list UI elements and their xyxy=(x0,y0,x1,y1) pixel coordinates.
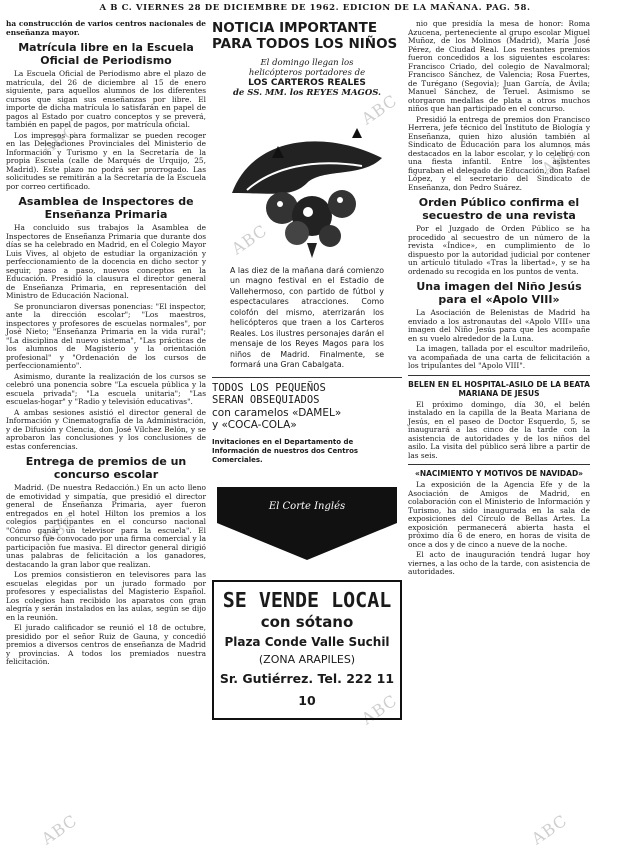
column-ads xyxy=(212,20,402,720)
ad-line: de SS. MM. los REYES MAGOS. xyxy=(232,88,382,98)
column-left xyxy=(6,20,206,669)
headline-matricula: Matrícula libre en la Escuela Oficial de Periodismo xyxy=(18,41,194,67)
ad-body: A las diez de la mañana dará comienzo un magno festival en el Estadio de Vallehermoso, con partido de fútbol y espectaculares atracciones. Como colofón del mismo, aterrizarán los helicópteros que traen a los Carteros Reales. Los ilustres personajes darán el mensaje de los Reyes Magos para los niños de Madrid. Finalmente, se formará una Gran Cabalgata. xyxy=(230,265,385,369)
headline-belen: BELEN EN EL HOSPITAL-ASILO DE LA BEATA MARIANA DE JESUS xyxy=(408,379,590,398)
ad-promo: con caramelos «DAMEL» xyxy=(212,406,342,419)
abc-watermark: ABC xyxy=(538,140,581,179)
abc-watermark: ABC xyxy=(358,90,401,129)
column-right xyxy=(408,20,590,579)
headline-apolo: Una imagen del Niño Jesús para el «Apolo VIII» xyxy=(416,280,582,306)
text-paragraph: Se pronunciaron diversas ponencias: "El inspector, ante la dirección escolar"; "Los maestros, inspectores y profesores de escuelas normales", por José Nieto; "Enseñanza Primaria en la vida rural"; "La disciplina del nuevo sistema", "Las prácticas de los alumnos de Magisterio y la orientación profesional" y "Ordenación de los cursos de perfeccionamiento". xyxy=(6,301,206,370)
ad-line: helicópteros portadores de xyxy=(248,68,366,78)
ad-title: NOTICIA IMPORTANTE PARA TODOS LOS NIÑOS xyxy=(212,20,398,52)
pennant-text: El Corte Inglés xyxy=(268,500,346,512)
headline-premios: Entrega de premios de un concurso escolar xyxy=(25,455,187,481)
text-paragraph: Los premios consistieron en televisores para las escuelas elegidas por un jurado formado por profesores y especialistas del Magisterio Español. Los colegios han recibido los aparatos con gran alegría y serán instalados en las aulas, según se dijo en la reunión. xyxy=(6,570,206,622)
abc-watermark: ABC xyxy=(38,810,81,849)
text-paragraph: La imagen, tallada por el escultor madrileño, va acompañada de una carta de felicitación a los tripulantes del "Apolo VIII". xyxy=(408,344,590,370)
ad-promo: TODOS LOS PEQUEÑOS xyxy=(212,381,326,394)
ad-promo: y «COCA-COLA» xyxy=(212,419,297,431)
page-header: A B C. VIERNES 28 DE DICIEMBRE DE 1962. EDICION DE LA MAÑANA. PAG. 58. xyxy=(99,3,531,13)
headline-nacimiento: «NACIMIENTO Y MOTIVOS DE NAVIDAD» xyxy=(414,469,584,478)
text-paragraph: La exposición de la Agencia Efe y de la Asociación de Amigos de Madrid, en colaboración con el Ministerio de Información y Turismo, ha sido inaugurada en la sala de exposiciones del Círculo de Bellas Artes. La exposición permanecerá abierta hasta el próximo día 6 de enero, en horas de visita de once a dos y de cinco a nueve de la noche. xyxy=(408,480,590,549)
text-paragraph: A ambas sesiones asistió el director general de Información y Cinematografía de la Administración, y de Difusión y Ciencia, don José Vílchez Belón, y se aprobaron las conclusiones y los conclusiones de estas conferencias. xyxy=(6,407,206,451)
text-paragraph: Asimismo, durante la realización de los cursos se celebró una ponencia sobre "La escuela pública y la escuela privada"; "La escuela unitaria"; "Las escuelas-hogar" y "Radio y televisión educativas". xyxy=(6,371,206,406)
text-paragraph: La Asociación de Belenistas de Madrid ha enviado a los astronautas del «Apolo VIII» una imagen del Niño Jesús para que les acompañe en su vuelo alrededor de la Luna. xyxy=(408,308,590,343)
headline-asamblea: Asamblea de Inspectores de Enseñanza Primaria xyxy=(18,195,194,221)
text-paragraph: ha construcción de varios centros nacionales de enseñanza mayor. xyxy=(6,19,206,37)
ad-line: LOS CARTEROS REALES xyxy=(248,78,366,88)
ad-invitations: Invitaciones en el Departamento de Información de nuestros dos Centros Comerciales. xyxy=(212,437,359,464)
abc-watermark: ABC xyxy=(528,810,571,849)
text-paragraph: Ha concluido sus trabajos la Asamblea de Inspectores de Enseñanza Primaria que durante dos días se ha celebrado en Madrid, en el Colegio Mayor Luis Vives, al objeto de estudiar la organización y perfeccionamiento de la docencia en dicho sector y seguir, paso a paso, nuevos conceptos en la Educación. Presidió la clausura el director general de Enseñanza Primaria, en representación del Ministro de Educación Nacional. xyxy=(6,223,206,300)
sale-line: Plaza Conde Valle Suchil xyxy=(224,634,390,649)
ad-promo: SERAN OBSEQUIADOS xyxy=(212,394,320,406)
pennant-shape xyxy=(212,475,402,565)
text-paragraph: Presidió la entrega de premios don Francisco Herrera, jefe técnico del Instituto de Biología y Enseñanza, quien hizo alusión también al Sindicato de Educación para los alumnos más destacados en la labor escolar, y lo celebró con una fiesta infantil. Entre los asistentes figuraban el delegado de Educación, don Rafael López, y el secretario del Sindicato de Enseñanza, don Pedro Suárez. xyxy=(408,114,590,192)
sale-line: con sótano xyxy=(260,612,354,631)
sale-title: SE VENDE LOCAL xyxy=(222,587,392,612)
text-paragraph: El jurado calificador se reunió el 18 de octubre, presidido por el señor Ruiz de Gauna, y concedió premios a diversos centros de enseñanza de Madrid y provincias. A todos los premiados nuestra felicitación. xyxy=(6,623,206,666)
text-paragraph: El acto de inauguración tendrá lugar hoy viernes, a las ocho de la tarde, con asistencia de autoridades. xyxy=(408,550,590,576)
text-paragraph: La Escuela Oficial de Periodismo abre el plazo de matrícula, del 26 de diciembre al 15 de enero siguiente, para aquellos alumnos de los diferentes cursos que sigan sus enseñanzas por libre. El importe de dicha matrícula lo satisfarán en papel de pagos al Estado por cuatro conceptos y se preverá, también en papel de pagos, por matrícula oficial. xyxy=(6,69,206,129)
abc-watermark: ABC xyxy=(228,220,271,259)
text-paragraph: nio que presidía la mesa de honor: Roma Azucena, perteneciente al grupo escolar Miguel Muñoz, de los Molinos (Madrid), María José Pérez, de Ciudad Real. Los restantes premios fueron concedidos a los siguientes escolares: Francisco Criado, del colegio de Navalmoral; Francisco Sánchez, de Valencia; Rosa Fuertes, de Turégano (Segovia); Juan García, de Ávila; Manuel Sánchez, de Teruel. Asimismo se otorgaron medallas de plata a otros muchos niños que han participado en el concurso. xyxy=(408,19,590,113)
pennant-logo xyxy=(212,475,402,570)
text-paragraph: Los impresos para formalizar se pueden recoger en las Delegaciones Provinciales del Ministerio de Información y Turismo y en la Secretaría de la propia Escuela (calle de Marqués de Urquijo, 25, Madrid). Este plazo no podrá ser prorrogado. Las solicitudes se remitirán a la Secretaría de la Escuela por correo certificado. xyxy=(6,130,206,191)
abc-watermark: ABC xyxy=(358,690,401,729)
ad-line: El domingo llegan los xyxy=(260,58,354,68)
abc-watermark: ABC xyxy=(38,510,81,549)
abc-watermark: ABC xyxy=(38,120,81,159)
sale-contact: Sr. Gutiérrez. Tel. 222 11 10 xyxy=(219,670,395,708)
for-sale-advert xyxy=(212,580,402,720)
headline-orden-publico: Orden Público confirma el secuestro de una revista xyxy=(418,196,580,222)
text-paragraph: Madrid. (De nuestra Redacción.) En un acto lleno de emotividad y simpatía, que presidió el director general de Enseñanza Primaria, ayer fueron entregados en el hotel Hilton los premios a los colegios participantes en el concurso nacional "Cómo ganar un televisor para la escuela". El concurso fue convocado por una firma comercial y la participación fue masiva. El director general dirigió unas palabras de felicitación a los ganadores, destacando la gran labor que realizan. xyxy=(6,483,206,569)
christmas-ornament-illustration xyxy=(212,98,402,263)
sale-line: (ZONA ARAPILES) xyxy=(258,652,356,666)
text-paragraph: El próximo domingo, día 30, el belén instalado en la capilla de la Beata Mariana de Jesús, en el paseo de Doctor Esquerdo, 5, se inaugurará a las cinco de la tarde con la asistencia de autoridades y de los niños del asilo. La visita del público será libre a partir de las seis. xyxy=(408,399,590,460)
text-paragraph: Por el Juzgado de Orden Público se ha procedido al secuestro de un número de la revista «Índice», en cumplimiento de lo dispuesto por la autoridad judicial por contener un artículo titulado «Tras la libertad», y se ha ordenado su recogida en los puntos de venta. xyxy=(408,224,590,276)
